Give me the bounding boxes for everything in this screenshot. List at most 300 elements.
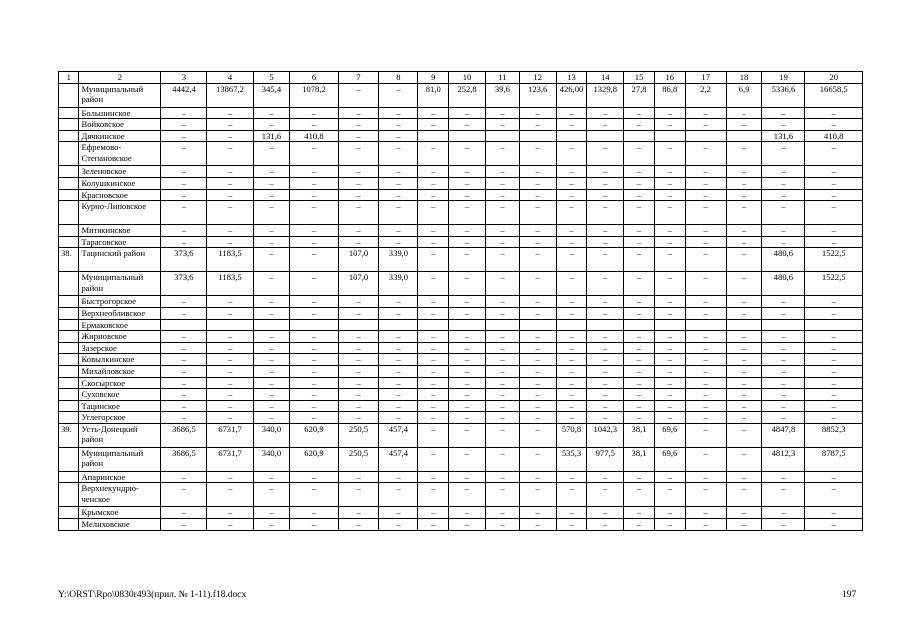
value-cell: – <box>290 342 338 354</box>
value-cell: – <box>449 519 486 531</box>
value-cell: – <box>449 225 486 237</box>
value-cell: – <box>519 272 556 296</box>
value-cell: – <box>805 389 863 401</box>
row-number <box>59 307 79 319</box>
row-number: 38. <box>59 248 79 272</box>
value-cell: – <box>253 177 290 189</box>
table-row <box>59 272 863 296</box>
value-cell: – <box>587 142 624 166</box>
value-cell: – <box>654 412 685 424</box>
value-cell: – <box>290 296 338 308</box>
value-cell: – <box>654 166 685 178</box>
value-cell: – <box>379 236 418 248</box>
value-cell: – <box>762 365 805 377</box>
value-cell: – <box>418 189 449 201</box>
value-cell: – <box>290 365 338 377</box>
value-cell: – <box>519 236 556 248</box>
value-cell: – <box>207 189 253 201</box>
value-cell: – <box>685 307 726 319</box>
value-cell: – <box>556 107 587 119</box>
value-cell: – <box>762 471 805 483</box>
value-cell <box>654 130 685 142</box>
value-cell: – <box>253 377 290 389</box>
value-cell: 38,1 <box>624 447 655 471</box>
value-cell <box>253 319 290 331</box>
value-cell: – <box>338 412 379 424</box>
value-cell: – <box>379 471 418 483</box>
value-cell: – <box>587 400 624 412</box>
value-cell: – <box>587 272 624 296</box>
value-cell: – <box>685 189 726 201</box>
value-cell <box>379 319 418 331</box>
value-cell: – <box>253 331 290 343</box>
table-row <box>59 471 863 483</box>
row-name: Колушкинское <box>79 177 161 189</box>
value-cell: – <box>290 189 338 201</box>
value-cell: – <box>253 225 290 237</box>
value-cell: – <box>556 471 587 483</box>
table-row <box>59 447 863 471</box>
value-cell: 27,8 <box>624 83 655 107</box>
value-cell: – <box>418 236 449 248</box>
value-cell: – <box>338 107 379 119</box>
value-cell: – <box>207 400 253 412</box>
value-cell: 977,5 <box>587 447 624 471</box>
value-cell: – <box>253 389 290 401</box>
value-cell: – <box>161 354 207 366</box>
value-cell: – <box>685 471 726 483</box>
value-cell: – <box>161 130 207 142</box>
value-cell: – <box>253 507 290 519</box>
header-cell: 6 <box>290 72 338 84</box>
value-cell: – <box>624 400 655 412</box>
value-cell: – <box>253 307 290 319</box>
value-cell: – <box>253 201 290 225</box>
table-row <box>59 248 863 272</box>
value-cell: – <box>556 377 587 389</box>
value-cell: – <box>338 342 379 354</box>
document-page <box>58 71 863 531</box>
value-cell: – <box>654 400 685 412</box>
value-cell: 4847,8 <box>762 423 805 447</box>
value-cell: – <box>624 389 655 401</box>
row-name: Тацинское <box>79 400 161 412</box>
table-row <box>59 412 863 424</box>
row-number <box>59 130 79 142</box>
row-name: Апаринское <box>79 471 161 483</box>
value-cell: – <box>587 377 624 389</box>
value-cell: – <box>485 307 519 319</box>
value-cell: – <box>556 201 587 225</box>
value-cell: – <box>805 412 863 424</box>
table-row <box>59 130 863 142</box>
value-cell: – <box>161 225 207 237</box>
value-cell: – <box>418 119 449 131</box>
value-cell: 457,4 <box>379 447 418 471</box>
value-cell: – <box>290 519 338 531</box>
value-cell: – <box>338 166 379 178</box>
value-cell: – <box>418 107 449 119</box>
value-cell: – <box>762 342 805 354</box>
value-cell: – <box>207 483 253 507</box>
row-number <box>59 236 79 248</box>
value-cell: – <box>654 331 685 343</box>
value-cell <box>587 130 624 142</box>
value-cell: – <box>805 519 863 531</box>
value-cell: – <box>624 507 655 519</box>
value-cell: – <box>587 189 624 201</box>
value-cell: – <box>449 342 486 354</box>
value-cell: – <box>726 377 762 389</box>
value-cell <box>624 319 655 331</box>
value-cell: – <box>685 142 726 166</box>
value-cell: – <box>161 107 207 119</box>
value-cell: – <box>726 307 762 319</box>
header-cell: 20 <box>805 72 863 84</box>
value-cell: – <box>726 272 762 296</box>
value-cell: – <box>253 166 290 178</box>
value-cell: – <box>556 412 587 424</box>
table-row <box>59 423 863 447</box>
value-cell: 410,8 <box>805 130 863 142</box>
value-cell: 2,2 <box>685 83 726 107</box>
value-cell: – <box>485 342 519 354</box>
value-cell: – <box>762 307 805 319</box>
value-cell: – <box>587 177 624 189</box>
value-cell: 345,4 <box>253 83 290 107</box>
value-cell: – <box>762 201 805 225</box>
value-cell: – <box>624 177 655 189</box>
value-cell: – <box>161 519 207 531</box>
value-cell: – <box>161 389 207 401</box>
value-cell: – <box>449 107 486 119</box>
value-cell: – <box>449 236 486 248</box>
value-cell: – <box>762 119 805 131</box>
value-cell: – <box>290 377 338 389</box>
value-cell: – <box>556 272 587 296</box>
value-cell: – <box>418 471 449 483</box>
row-name: Войковское <box>79 119 161 131</box>
value-cell: – <box>685 423 726 447</box>
header-cell: 10 <box>449 72 486 84</box>
value-cell: – <box>726 423 762 447</box>
value-cell <box>418 130 449 142</box>
value-cell: 6731,7 <box>207 423 253 447</box>
value-cell: – <box>726 354 762 366</box>
value-cell: – <box>338 483 379 507</box>
value-cell <box>449 319 486 331</box>
value-cell: – <box>449 296 486 308</box>
value-cell: – <box>685 412 726 424</box>
header-cell: 19 <box>762 72 805 84</box>
header-cell: 2 <box>79 72 161 84</box>
value-cell: – <box>587 225 624 237</box>
value-cell: – <box>338 83 379 107</box>
value-cell: – <box>379 307 418 319</box>
value-cell: – <box>379 354 418 366</box>
value-cell: – <box>654 519 685 531</box>
value-cell: – <box>253 354 290 366</box>
value-cell <box>449 130 486 142</box>
row-number <box>59 471 79 483</box>
value-cell: 1183,5 <box>207 272 253 296</box>
value-cell <box>726 319 762 331</box>
value-cell: – <box>762 177 805 189</box>
value-cell: – <box>805 507 863 519</box>
value-cell: – <box>519 507 556 519</box>
value-cell: – <box>587 471 624 483</box>
value-cell: – <box>624 519 655 531</box>
row-number <box>59 272 79 296</box>
value-cell: – <box>161 201 207 225</box>
value-cell: – <box>654 483 685 507</box>
value-cell: – <box>762 400 805 412</box>
value-cell: – <box>726 119 762 131</box>
value-cell: – <box>556 331 587 343</box>
value-cell: – <box>485 400 519 412</box>
value-cell: – <box>161 342 207 354</box>
value-cell: – <box>253 342 290 354</box>
value-cell: – <box>556 400 587 412</box>
value-cell: – <box>805 483 863 507</box>
row-number <box>59 142 79 166</box>
value-cell: – <box>485 389 519 401</box>
value-cell: 1042,3 <box>587 423 624 447</box>
value-cell: – <box>161 236 207 248</box>
value-cell: – <box>726 331 762 343</box>
value-cell: – <box>762 519 805 531</box>
value-cell: – <box>519 248 556 272</box>
value-cell: – <box>338 519 379 531</box>
table-row <box>59 307 863 319</box>
value-cell: – <box>685 225 726 237</box>
value-cell: – <box>449 331 486 343</box>
value-cell: 86,8 <box>654 83 685 107</box>
value-cell: 1329,8 <box>587 83 624 107</box>
row-name: Тацинский район <box>79 248 161 272</box>
value-cell: – <box>624 342 655 354</box>
value-cell: – <box>253 519 290 531</box>
value-cell: 4812,3 <box>762 447 805 471</box>
row-name: Тарасовское <box>79 236 161 248</box>
table-row <box>59 483 863 507</box>
value-cell: – <box>379 83 418 107</box>
row-name: Михайловское <box>79 365 161 377</box>
value-cell: – <box>418 507 449 519</box>
row-name: Усть-Донецкий район <box>79 423 161 447</box>
value-cell: – <box>290 119 338 131</box>
table-row <box>59 225 863 237</box>
header-cell: 15 <box>624 72 655 84</box>
value-cell: 570,8 <box>556 423 587 447</box>
value-cell: – <box>519 400 556 412</box>
value-cell: – <box>556 307 587 319</box>
value-cell: – <box>485 296 519 308</box>
value-cell: – <box>379 177 418 189</box>
value-cell: – <box>379 189 418 201</box>
value-cell: – <box>519 142 556 166</box>
value-cell: – <box>449 166 486 178</box>
row-number <box>59 177 79 189</box>
value-cell: 3686,5 <box>161 423 207 447</box>
header-cell: 9 <box>418 72 449 84</box>
value-cell: – <box>726 236 762 248</box>
value-cell: – <box>379 296 418 308</box>
value-cell: – <box>587 201 624 225</box>
value-cell: – <box>624 354 655 366</box>
value-cell: – <box>207 471 253 483</box>
row-name: Скосырское <box>79 377 161 389</box>
value-cell: 107,0 <box>338 248 379 272</box>
value-cell: – <box>161 296 207 308</box>
value-cell: – <box>556 507 587 519</box>
value-cell: – <box>685 389 726 401</box>
value-cell: – <box>805 201 863 225</box>
table-row <box>59 331 863 343</box>
value-cell: 1522,5 <box>805 272 863 296</box>
table-row <box>59 83 863 107</box>
value-cell: – <box>207 412 253 424</box>
value-cell: – <box>253 189 290 201</box>
value-cell: – <box>624 248 655 272</box>
value-cell: – <box>519 389 556 401</box>
value-cell: 13867,2 <box>207 83 253 107</box>
value-cell: – <box>726 507 762 519</box>
table-row <box>59 177 863 189</box>
value-cell: – <box>685 354 726 366</box>
value-cell: – <box>379 377 418 389</box>
value-cell: – <box>290 389 338 401</box>
table-row <box>59 400 863 412</box>
row-number: 39. <box>59 423 79 447</box>
value-cell: – <box>161 365 207 377</box>
row-number <box>59 483 79 507</box>
value-cell: – <box>253 400 290 412</box>
value-cell: – <box>418 166 449 178</box>
value-cell: – <box>338 377 379 389</box>
value-cell: – <box>685 342 726 354</box>
value-cell: – <box>762 107 805 119</box>
row-number <box>59 331 79 343</box>
value-cell: – <box>207 201 253 225</box>
row-name: Муниципальный район <box>79 83 161 107</box>
row-name: Углегорское <box>79 412 161 424</box>
value-cell: – <box>207 177 253 189</box>
value-cell: – <box>519 177 556 189</box>
value-cell: – <box>485 471 519 483</box>
value-cell: – <box>726 519 762 531</box>
table-row <box>59 365 863 377</box>
value-cell: 250,5 <box>338 423 379 447</box>
value-cell: – <box>418 389 449 401</box>
value-cell: – <box>587 331 624 343</box>
value-cell: – <box>726 412 762 424</box>
value-cell: – <box>805 365 863 377</box>
value-cell: – <box>519 471 556 483</box>
value-cell: – <box>253 236 290 248</box>
value-cell: – <box>418 354 449 366</box>
value-cell <box>556 130 587 142</box>
value-cell: – <box>253 365 290 377</box>
value-cell <box>485 130 519 142</box>
value-cell: – <box>624 119 655 131</box>
value-cell: – <box>556 296 587 308</box>
value-cell: – <box>726 447 762 471</box>
row-number <box>59 201 79 225</box>
value-cell: – <box>654 119 685 131</box>
data-table <box>58 71 863 531</box>
value-cell <box>556 319 587 331</box>
row-number <box>59 342 79 354</box>
value-cell: – <box>485 166 519 178</box>
value-cell: – <box>379 225 418 237</box>
value-cell: – <box>556 354 587 366</box>
value-cell: – <box>519 307 556 319</box>
value-cell: – <box>253 412 290 424</box>
value-cell: – <box>624 296 655 308</box>
value-cell: – <box>485 177 519 189</box>
value-cell: – <box>253 248 290 272</box>
header-cell: 5 <box>253 72 290 84</box>
value-cell: – <box>485 519 519 531</box>
value-cell: – <box>449 507 486 519</box>
value-cell <box>685 319 726 331</box>
row-name: Суховское <box>79 389 161 401</box>
value-cell: – <box>485 201 519 225</box>
value-cell: – <box>587 236 624 248</box>
value-cell: 480,6 <box>762 248 805 272</box>
value-cell: – <box>726 248 762 272</box>
value-cell: – <box>207 507 253 519</box>
value-cell: 69,6 <box>654 423 685 447</box>
value-cell: 8787,5 <box>805 447 863 471</box>
header-cell: 1 <box>59 72 79 84</box>
value-cell: – <box>805 166 863 178</box>
value-cell: – <box>379 400 418 412</box>
value-cell: – <box>685 107 726 119</box>
value-cell: – <box>624 483 655 507</box>
value-cell: – <box>338 119 379 131</box>
value-cell <box>805 319 863 331</box>
value-cell: – <box>587 365 624 377</box>
value-cell: – <box>485 142 519 166</box>
value-cell <box>418 319 449 331</box>
value-cell: – <box>519 296 556 308</box>
table-row <box>59 107 863 119</box>
value-cell: – <box>449 272 486 296</box>
value-cell <box>519 319 556 331</box>
value-cell: – <box>685 166 726 178</box>
value-cell: – <box>519 483 556 507</box>
row-name: Мелиховское <box>79 519 161 531</box>
value-cell: – <box>624 307 655 319</box>
value-cell: – <box>338 236 379 248</box>
value-cell: – <box>519 331 556 343</box>
value-cell: – <box>485 225 519 237</box>
value-cell: – <box>654 225 685 237</box>
value-cell: – <box>485 507 519 519</box>
header-cell: 8 <box>379 72 418 84</box>
value-cell: – <box>519 119 556 131</box>
value-cell: – <box>290 400 338 412</box>
value-cell: – <box>685 377 726 389</box>
header-cell: 11 <box>485 72 519 84</box>
value-cell: – <box>485 119 519 131</box>
value-cell: – <box>161 471 207 483</box>
value-cell: – <box>161 400 207 412</box>
value-cell: – <box>253 272 290 296</box>
value-cell: 1078,2 <box>290 83 338 107</box>
